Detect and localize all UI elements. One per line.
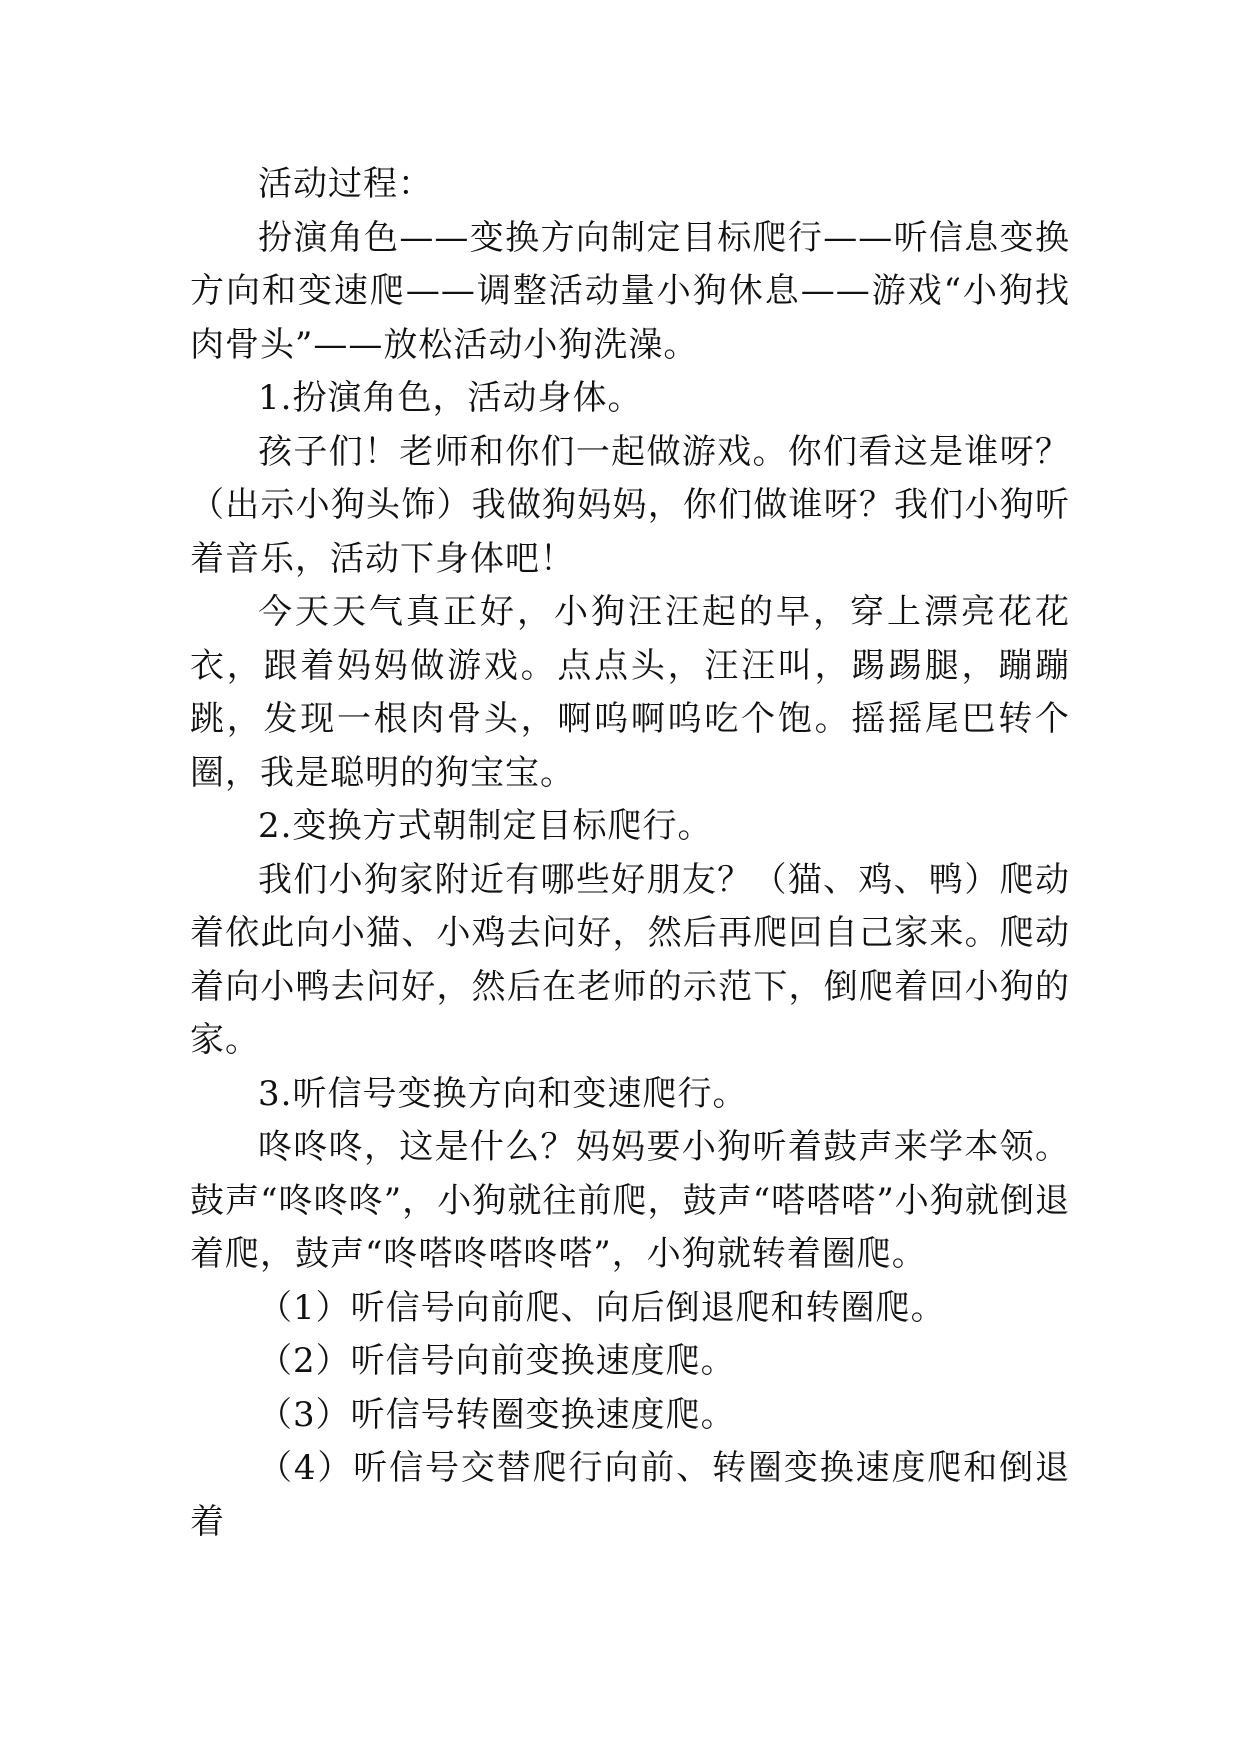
paragraph-step-3-item-1: （1）听信号向前爬、向后倒退爬和转圈爬。 [258, 1287, 946, 1328]
paragraph-step-3-item-3: （3）听信号转圈变换速度爬。 [258, 1394, 736, 1435]
paragraph-step-3-item-2: （2）听信号向前变换速度爬。 [258, 1341, 736, 1381]
paragraph-step-1-intro: 孩子们！老师和你们一起做游戏。你们看这是谁呀？（出示小狗头饰）我做狗妈妈，你们做谁呀？我们小狗听着音乐，活动下身体吧！ [190, 431, 1070, 579]
paragraph-step-2-heading: 2.变换方式朝制定目标爬行。 [258, 806, 713, 846]
paragraph-step-3-heading: 3.听信号变换方向和变速爬行。 [258, 1073, 748, 1114]
paragraph-step-2-body: 我们小狗家附近有哪些好朋友？（猫、鸡、鸭）爬动着依此向小猫、小鸡去问好，然后再爬回自己家来。爬动着向小鸭去问好，然后在老师的示范下，倒爬着回小狗的家。 [190, 859, 1070, 1060]
document-body [190, 158, 1070, 1549]
paragraph-step-3-item-4: （4）听信号交替爬行向前、转圈变换速度爬和倒退着 [190, 1448, 1070, 1542]
paragraph-step-3-body: 咚咚咚，这是什么？妈妈要小狗听着鼓声来学本领。鼓声“咚咚咚”，小狗就往前爬，鼓声“嗒嗒嗒”小狗就倒退着爬，鼓声“咚嗒咚嗒咚嗒”，小狗就转着圈爬。 [190, 1127, 1070, 1274]
paragraph-step-1-heading: 1.扮演角色，活动身体。 [258, 378, 643, 418]
paragraph-process-overview: 扮演角色——变换方向制定目标爬行——听信息变换方向和变速爬——调整活动量小狗休息——游戏“小狗找肉骨头”——放松活动小狗洗澡。 [190, 217, 1070, 365]
paragraph-activity-process-heading: 活动过程： [258, 164, 433, 204]
paragraph-step-1-rhyme: 今天天气真正好，小狗汪汪起的早，穿上漂亮花花衣，跟着妈妈做游戏。点点头，汪汪叫，踢踢腿，蹦蹦跳，发现一根肉骨头，啊呜啊呜吃个饱。摇摇尾巴转个圈，我是聪明的狗宝宝。 [190, 592, 1070, 793]
